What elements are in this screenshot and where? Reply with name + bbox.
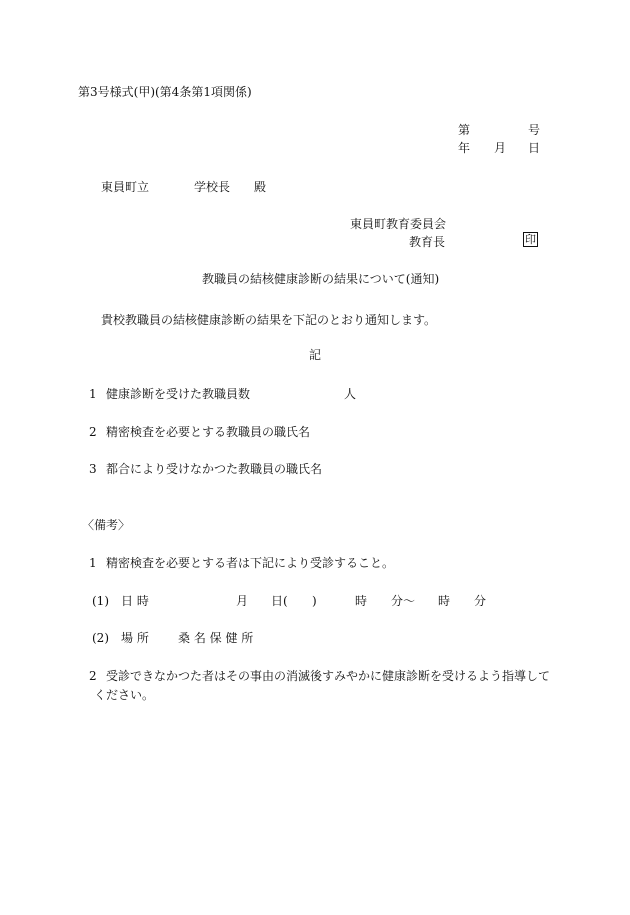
remark-2-number: 2 [89, 669, 97, 683]
addressee-school: 東員町立 [101, 180, 150, 194]
place-label: 場 所 [121, 631, 149, 645]
datetime-label: 日 時 [121, 594, 149, 608]
datetime-paren-close: ) [312, 594, 317, 608]
sender-title: 教育長 [409, 235, 446, 249]
sender-board: 東員町教育委員会 [350, 217, 447, 231]
item-2-text: 精密検査を必要とする教職員の職氏名 [106, 425, 311, 439]
doc-number-suffix: 号 [528, 123, 541, 137]
remarks-heading: 〈備考〉 [82, 518, 131, 532]
place-value: 桑 名 保 健 所 [178, 631, 254, 645]
seal-stamp: 印 [525, 233, 536, 246]
remark-2-line-1: 受診できなかつた者はその事由の消滅後すみやかに健康診断を受けるよう指導して [106, 669, 551, 683]
item-1-number: 1 [89, 387, 97, 401]
remark-2-line-2: ください。 [94, 688, 155, 702]
datetime-hour-end: 時 [438, 594, 451, 608]
intro-text: 貴校教職員の結核健康診断の結果を下記のとおり通知します。 [101, 313, 437, 327]
datetime-hour-start: 時 [355, 594, 368, 608]
doc-number-prefix: 第 [458, 123, 471, 137]
form-label: 第3号様式(甲)(第4条第1項関係) [78, 85, 252, 99]
item-3-text: 都合により受けなかつた教職員の職氏名 [106, 462, 323, 476]
addressee-principal: 学校長 [194, 180, 231, 194]
datetime-number: (1) [92, 594, 109, 608]
datetime-month: 月 [236, 594, 249, 608]
remark-1-number: 1 [89, 556, 97, 570]
datetime-minute-end: 分 [474, 594, 487, 608]
date-year: 年 [458, 141, 471, 155]
datetime-day: 日( [271, 594, 288, 608]
date-month: 月 [494, 141, 507, 155]
remark-1-text: 精密検査を必要とする者は下記により受診すること。 [106, 556, 395, 570]
addressee-honorific: 殿 [254, 180, 267, 194]
item-3-number: 3 [89, 462, 97, 476]
datetime-minute-start: 分〜 [391, 594, 416, 608]
item-2-number: 2 [89, 425, 97, 439]
ki-marker: 記 [309, 348, 322, 362]
place-number: (2) [92, 631, 109, 645]
item-1-text: 健康診断を受けた教職員数 [106, 387, 251, 401]
document-title: 教職員の結核健康診断の結果について(通知) [202, 272, 440, 286]
date-day: 日 [528, 141, 541, 155]
item-1-unit: 人 [344, 387, 357, 401]
